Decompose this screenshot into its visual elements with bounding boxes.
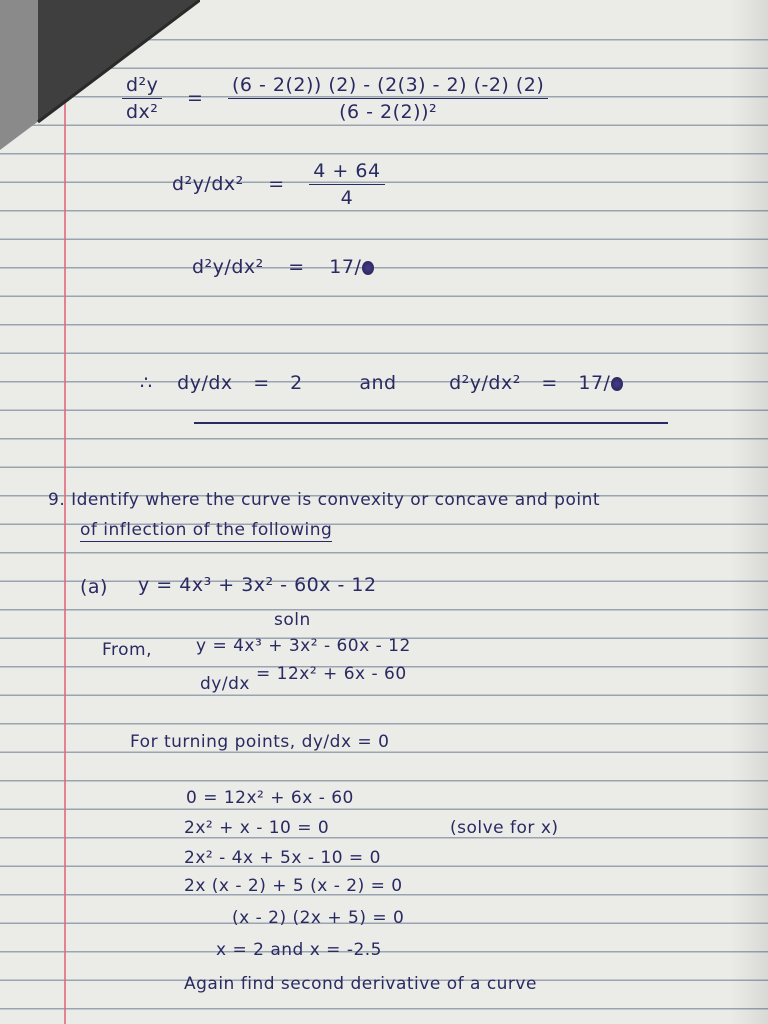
solution-step-1: 0 = 12x² + 6x - 60 [186,788,354,808]
rhs-denominator: 4 [340,187,354,209]
lhs-denominator: dx² [126,101,159,123]
turning-points-line: For turning points, dy/dx = 0 [130,732,390,752]
derivative-equation: = 12x² + 6x - 60 [256,664,407,684]
solution-step-2: 2x² + x - 10 = 0 [184,818,330,838]
solution-step-3: 2x² - 4x + 5x - 10 = 0 [184,848,381,868]
scribbled-denominator [611,377,623,391]
solution-label: soln [274,610,311,630]
equation-line-1 [122,74,548,123]
part-a-label: (a) [80,576,108,598]
rhs-denominator: (6 - 2(2))² [339,101,438,123]
and-word: and [359,372,397,394]
from-label: From, [102,640,153,660]
equals-sign: = [288,256,305,278]
solution-step-7: Again find second derivative of a curve [184,974,537,994]
rhs-fraction [228,74,548,123]
second-derivative-value: 17/ [578,372,611,394]
equals-sign: = [541,372,558,394]
equation-line-2 [172,160,385,209]
solution-step-4: 2x (x - 2) + 5 (x - 2) = 0 [184,876,403,896]
equals-sign: = [268,173,285,195]
question-9-line-2: of inflection of the following [80,520,333,540]
solution-step-5: (x - 2) (2x + 5) = 0 [232,908,405,928]
rhs-numerator: 4 + 64 [309,160,384,185]
equals-sign: = [186,87,204,109]
equation-line-3 [192,256,374,278]
rhs: 17/ [329,256,362,278]
second-derivative: d²y/dx² [449,372,521,394]
therefore-symbol: ∴ [140,372,153,394]
solve-note: (solve for x) [450,818,559,838]
scribbled-denominator [362,261,374,275]
lhs-fraction [122,74,162,123]
conclusion-line [140,372,623,394]
solution-step-6: x = 2 and x = -2.5 [216,940,383,960]
derivative-label: dy/dx [200,674,250,694]
first-derivative: dy/dx [177,372,233,394]
page-edge-shadow [730,0,768,1024]
part-a-equation: y = 4x³ + 3x² - 60x - 12 [138,574,377,596]
lhs: d²y/dx² [192,256,264,278]
lhs: d²y/dx² [172,173,244,195]
question-9-line-1: 9. Identify where the curve is convexity or concave and point [48,490,601,510]
from-equation: y = 4x³ + 3x² - 60x - 12 [196,636,411,656]
first-derivative-value: 2 [290,372,303,394]
double-underline [194,422,668,424]
lhs-numerator: d²y [122,74,162,99]
rhs-fraction [309,160,384,209]
rhs-numerator: (6 - 2(2)) (2) - (2(3) - 2) (-2) (2) [228,74,548,99]
equals-sign: = [253,372,270,394]
margin-line [64,0,66,1024]
